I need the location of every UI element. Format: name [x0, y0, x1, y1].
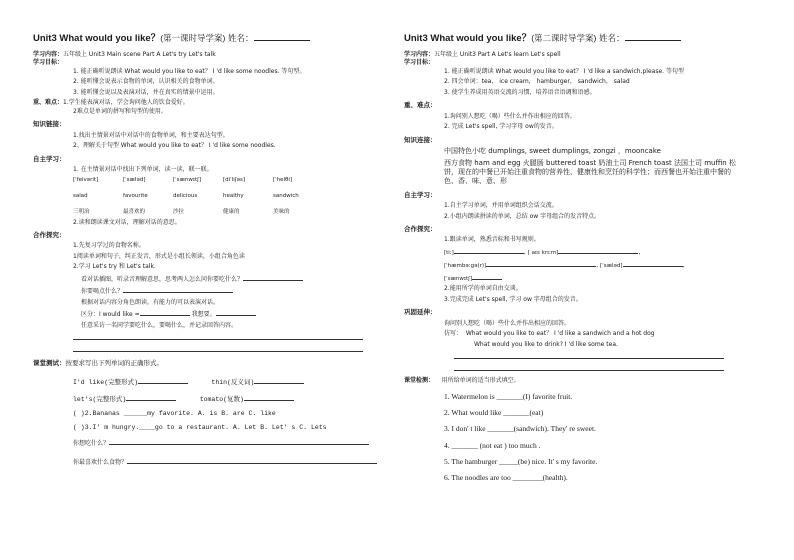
coop-item: 2.学习 Let's try 和 Let's talk. [73, 263, 156, 271]
knowledge-label: 知识连接： [404, 135, 437, 144]
goal-item: 3. 能听懂会说以及表演对话，并在真实的情景中运用。 [73, 88, 219, 96]
check-item: 2. What would like _______(eat) [444, 407, 544, 417]
answer-blank[interactable] [254, 377, 304, 384]
translate-question: 你想吃什么？ [33, 438, 401, 448]
check-item: 5. The hamburger _____(be) nice. It' s my favorite. [444, 457, 598, 466]
mc-question: ( )3.I' m hungry.____go to a restaurant. A. Let B. Let' s C. Lets [73, 423, 327, 431]
translate-question: 你最喜欢什么食物？ [33, 457, 401, 467]
goal-item: 2. 四会单词：tea， ice cream， hamburger， sandwich， salad [444, 78, 630, 86]
answer-blank[interactable] [123, 286, 233, 293]
phonetic-row: [ˈfeivərit] [ˈsæləd] [ˈsænwɪtʃ] [diˈliʃəs] [ˈhelθi] [73, 177, 293, 184]
coop-label: 合作探究： [404, 225, 437, 234]
goal-item: 2. 能听懂会说表示食物的单词，认识相关的食物单词。 [73, 78, 219, 86]
check-item: 1. Watermelon is _______(I) favorite fruit. [444, 391, 573, 401]
coop-item: 根据对话内容分角色朗读，有能力的可以表演对话。 [81, 298, 220, 306]
answer-blank[interactable] [126, 394, 176, 401]
goal-item: 1. 能正确听说朗读 What would you like to eat？ I 'd like some noodles. 等句型。 [73, 67, 306, 75]
answer-blank[interactable] [138, 377, 188, 384]
test-item: I'd like(完整形式) thin(反义词) [33, 377, 401, 387]
name-blank[interactable] [625, 32, 681, 41]
answer-blank[interactable] [472, 273, 502, 280]
english-word-row: salad favourite delicious healthy sandwich [73, 193, 299, 199]
key-label: 重、难点： [404, 101, 437, 110]
mc-question: ( )2.Bananas ______my favorite. A. is B. are C. like [73, 409, 276, 417]
class-test: 课堂测试：按要求写出下列单词的正确形式。 [33, 360, 163, 368]
answer-blank[interactable] [243, 274, 303, 281]
key-points: 重、难点：1.学生能表演对话，学会询问他人的饮食爱好。 [33, 99, 189, 107]
page-title: Unit3 What would you like？(第一课时导学案) 姓名： [33, 32, 401, 45]
western-food-text: 西方食物 ham and egg 火腿肠 buttered toast 奶油土司 French toast 法国土司 muffin 松饼，现在的中餐已开始注重食物的营养性、健康性和烹饪的科学性；而西餐也开始注重中餐的色、香、味、意、形 [444, 158, 736, 185]
coop-item: 2.能用所学的单词自由交谈。 [444, 285, 522, 293]
goal-item: 3. 使学生养成用英语交流的习惯，培养语音语调和语感。 [444, 88, 596, 96]
extend-label: 巩固延伸： [404, 308, 437, 317]
name-blank[interactable] [254, 32, 310, 41]
answer-line[interactable] [73, 332, 363, 340]
answer-line[interactable] [73, 344, 363, 352]
answer-blank[interactable] [244, 394, 294, 401]
answer-blank[interactable] [558, 247, 638, 254]
coop-label: 合作探究： [33, 231, 66, 240]
answer-blank[interactable] [127, 457, 377, 464]
goals-label: 学习目标： [404, 59, 435, 67]
phonetic-fill-row: [tiː] , [ aɪs krɪːm] , [444, 248, 641, 256]
snack-line: 中国特色小吃 dumplings, sweet dumplings, zongzi ，mooncake [444, 146, 661, 155]
key-item: 1.询问别人想吃（喝）些什么并作出相应的回答。 [444, 112, 576, 120]
goals-label: 学习目标： [33, 59, 64, 67]
coop-item: 3.完成完成 Let's spell, 学习 ow 字母组合的发音。 [444, 295, 582, 303]
goal-item: 1. 能正确听说朗读 What would you like to eat？ I 'd like a sandwich,please. 等句型 [444, 67, 684, 75]
self-study-item: 1.自主学习单词，并用单词组织会话交流。 [444, 202, 558, 210]
self-study-label: 自主学习： [404, 191, 437, 199]
answer-blank[interactable] [486, 260, 596, 267]
answer-line[interactable] [454, 351, 724, 359]
test-item: let's(完整形式) tomato(复数) [33, 394, 401, 404]
knowledge-label: 知识链接： [33, 120, 66, 129]
phonetic-fill-row: [ˈhæmbəːgə(r)] , [ˈsæləd] , [444, 261, 685, 269]
check-item: 6. The noodles are too ________(health). [444, 473, 568, 483]
class-check: 课堂检测： 用所给单词的适当形式填空。 [404, 377, 520, 384]
phonetic-fill-row: [ˈsænwɪtʃ] [404, 273, 772, 283]
study-content: 学习内容：五年级上 Unit3 Part A Let's learn Let's spell [404, 50, 561, 58]
study-content: 学习内容：五年级上 Unit3 Main scene Part A Let's try Let's talk [33, 50, 216, 58]
coop-item: 区分：I would like = 我想要。 [33, 309, 401, 319]
coop-item: 任意采访一名同学要吃什么，要喝什么，并记录回答内容。 [81, 321, 238, 329]
coop-item: 1阅读单词和句子，纠正发音，形式是小组长领读，小组合角色读 [73, 252, 245, 260]
left-worksheet [33, 32, 401, 552]
imitation-row: What would you like to drink? I 'd like some tea. [474, 340, 618, 348]
check-item: 3. I don' t like _______(sandwich). They' re sweet. [444, 424, 596, 434]
knowledge-item: 1.找出主情景对话中对话中的食物单词，和主要表达句型。 [73, 131, 229, 139]
knowledge-item: 2、理解关于句型 What would you like to eat？ I 'd like some noodles. [73, 142, 276, 149]
answer-blank[interactable] [109, 438, 369, 445]
answer-blank[interactable] [140, 309, 190, 316]
answer-blank[interactable] [454, 247, 524, 254]
imitation-row: 仿写： What would you like to eat？ I 'd like a sandwich and a hot dog [444, 330, 655, 337]
answer-blank[interactable] [623, 260, 683, 267]
check-item: 4. _______ (not eat ) too much . [444, 440, 541, 450]
self-study-label: 自主学习： [33, 154, 66, 163]
coop-item: 你要喝点什么？ [33, 286, 401, 296]
self-study-item: 2.读和朗读课文对话，理解对话的意思。 [73, 218, 181, 226]
page-title: Unit3 What would you like？(第二课时导学案) 姓名： [404, 32, 772, 45]
extend-item: 询问别人想吃（喝）些什么并作出相应的回答。 [444, 319, 571, 327]
key-item: 2. 完成 Let's spell, 学习字母 ow的发音。 [444, 123, 558, 130]
answer-line[interactable] [454, 363, 724, 371]
key-item: 2难点是单词的拼写和句型的使用。 [73, 107, 167, 115]
coop-item: 1.先复习学过的食物名称。 [73, 242, 145, 250]
right-worksheet [404, 32, 772, 552]
self-study-item: 1. 在主情景对话中找出下列单词，读一读，联一联。 [73, 165, 213, 173]
coop-item: 看对话插图，听录音理解意思，思考两人怎么问你要吃什么？ [33, 274, 401, 284]
answer-blank[interactable] [216, 309, 256, 316]
coop-item: 1.跟读单词，熟悉音标和书写规则。 [444, 236, 540, 244]
self-study-item: 2.小组内朗读拼读的单词，总结 ow 字母组合的发音特点。 [444, 212, 601, 220]
chinese-word-row: 三明治 最喜欢的 沙拉 健康的 美味的 [73, 208, 290, 215]
